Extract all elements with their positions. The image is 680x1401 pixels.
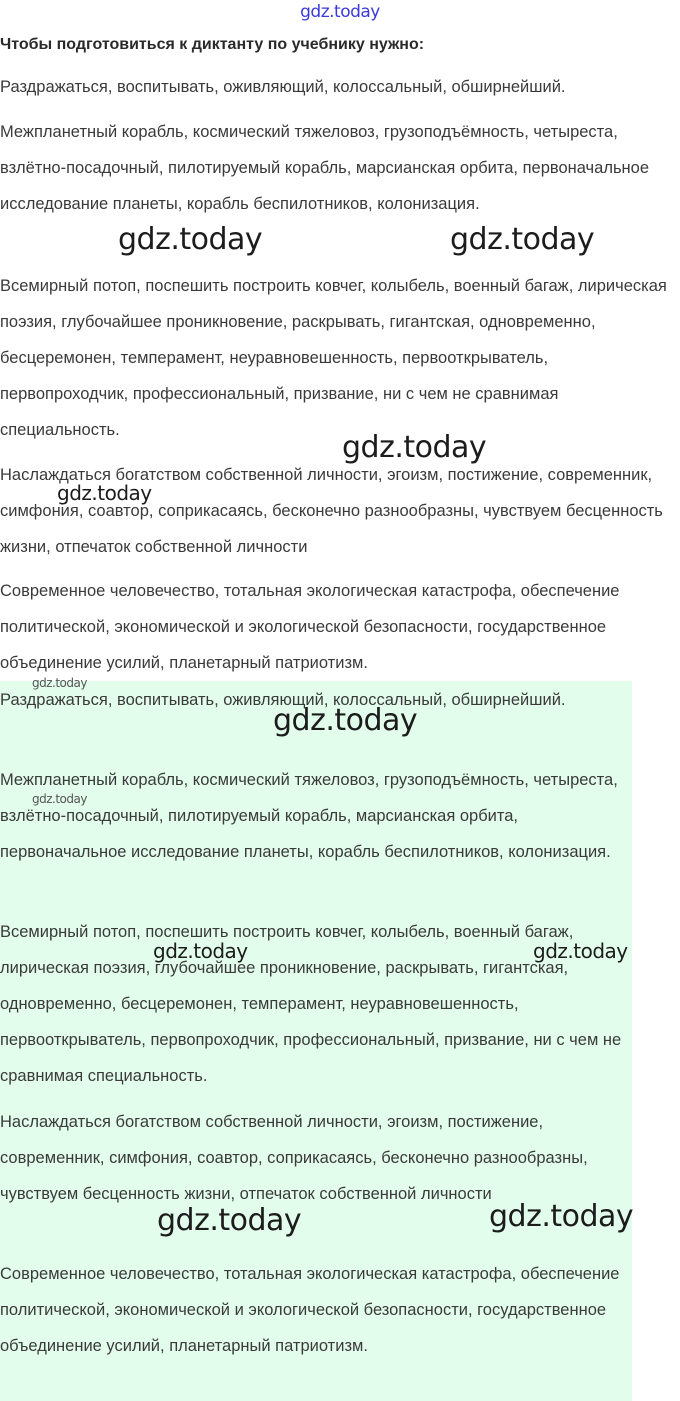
task-paragraph-1: Раздражаться, воспитывать, оживляющий, колоссальный, обширнейший.: [0, 78, 566, 96]
answer-paragraph-5: Современное человечество, тотальная экологическая катастрофа, обеспечение политической, экономической и экологической безопасности, государственное объединение усилий, планетарный патриотизм.: [0, 1265, 620, 1355]
watermark: gdz.today: [57, 481, 152, 505]
watermark: gdz.today: [153, 939, 248, 963]
answer-paragraph-1: Раздражаться, воспитывать, оживляющий, колоссальный, обширнейший.: [0, 691, 566, 709]
watermark: gdz.today: [342, 430, 487, 465]
page-heading: Чтобы подготовиться к диктанту по учебнику нужно:: [0, 36, 425, 53]
answer-paragraph-4: Наслаждаться богатством собственной личности, эгоизм, постижение, современник, симфония, соавтор, соприкасаясь, бесконечно разнообразны, чувствуем бесценность жизни, отпечаток собственной личности: [0, 1113, 588, 1203]
task-paragraph-4: Наслаждаться богатством собственной личности, эгоизм, постижение, современник, симфония, соавтор, соприкасаясь, бесконечно разнообразны, чувствуем бесценность жизни, отпечаток собственной личности: [0, 466, 663, 556]
watermark: gdz.today: [118, 222, 263, 257]
watermark: gdz.today: [450, 222, 595, 257]
watermark: gdz.today: [32, 676, 87, 690]
top-watermark: gdz.today: [300, 2, 380, 22]
task-paragraph-2: Межпланетный корабль, космический тяжеловоз, грузоподъёмность, четыреста, взлётно-посадочный, пилотируемый корабль, марсианская орбита, первоначальное исследование планеты, корабль беспилотников, колонизация.: [0, 123, 650, 213]
answer-paragraph-2: Межпланетный корабль, космический тяжеловоз, грузоподъёмность, четыреста, взлётно-посадочный, пилотируемый корабль, марсианская орбита, первоначальное исследование планеты, корабль беспилотников, колонизация.: [0, 771, 618, 861]
watermark: gdz.today: [32, 792, 87, 806]
watermark: gdz.today: [489, 1199, 634, 1234]
watermark: gdz.today: [273, 703, 418, 738]
task-paragraph-3: Всемирный потоп, поспешить построить ковчег, колыбель, военный багаж, лирическая поэзия, глубочайшее проникновение, раскрывать, гигантская, одновременно, бесцеремонен, темперамент, неуравновешенность, первооткрыватель, первопроходчик, профессиональный, призвание, ни с чем не сравнимая специальность.: [0, 277, 667, 439]
task-paragraph-5: Современное человечество, тотальная экологическая катастрофа, обеспечение политической, экономической и экологической безопасности, государственное объединение усилий, планетарный патриотизм.: [0, 582, 620, 672]
watermark: gdz.today: [157, 1203, 302, 1238]
watermark: gdz.today: [533, 939, 628, 963]
answer-paragraph-3: Всемирный потоп, поспешить построить ковчег, колыбель, военный багаж, лирическая поэзия, глубочайшее проникновение, раскрывать, гигантская, одновременно, бесцеремонен, темперамент, неуравновешенность, первооткрыватель, первопроходчик, профессиональный, призвание, ни с чем не сравнимая специальность.: [0, 923, 622, 1085]
